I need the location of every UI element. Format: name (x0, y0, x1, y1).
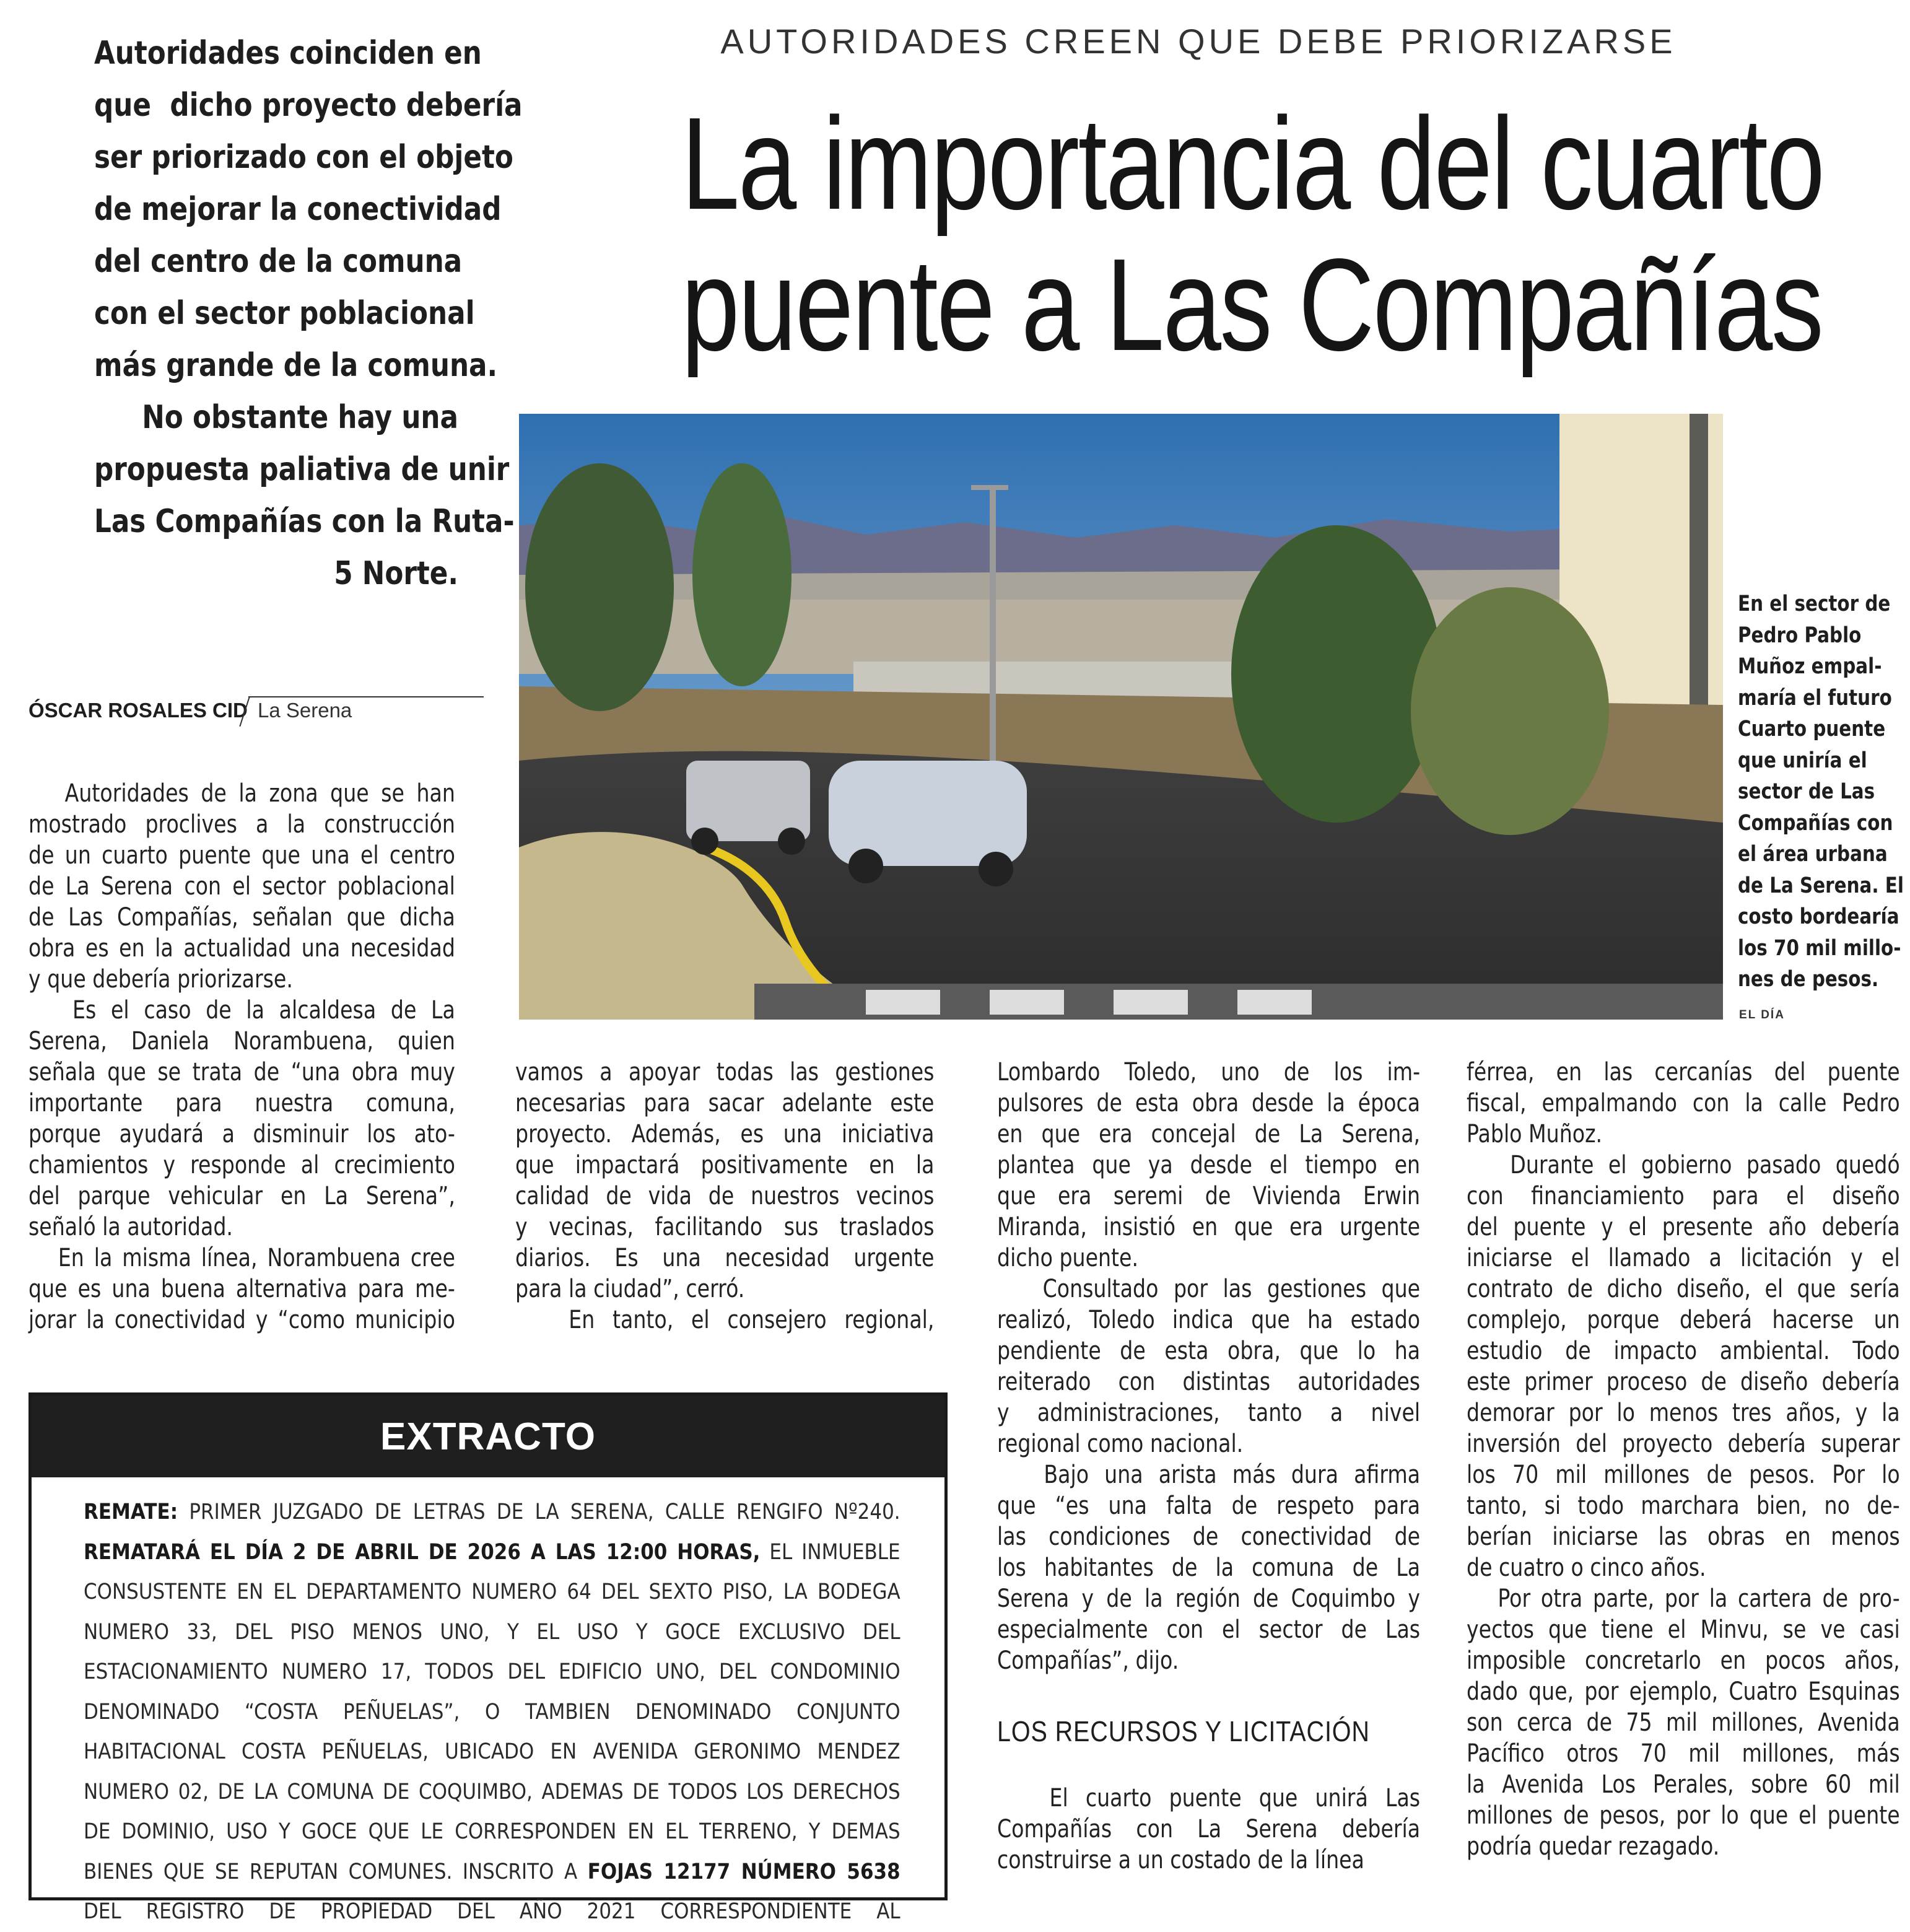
body-line: especialmente con el sector de Las (997, 1615, 1421, 1644)
extracto-line (84, 1732, 900, 1772)
body-line: las condiciones de conectividad de (997, 1523, 1421, 1551)
extracto-bold-text: FOJAS 12177 NÚMERO 5638 (587, 1859, 900, 1884)
body-line: contrato de dicho diseño, el que sería (1467, 1275, 1900, 1303)
body-line: inversión del proyecto debería superar (1467, 1430, 1900, 1458)
lead-line: Las Compañías con la Ruta- (94, 503, 515, 540)
lead-line: con el sector poblacional (94, 295, 475, 332)
body-line: proyecto. Además, es una iniciativa (515, 1120, 935, 1148)
extracto-bold-text: REMATE: (84, 1500, 178, 1524)
body-line: y vecinas, facilitando sus traslados (515, 1213, 935, 1241)
extracto-line (84, 1892, 900, 1932)
extracto-text: DEL REGISTRO DE PROPIEDAD DEL AÑO 2021 CORRESPONDIENTE AL (84, 1899, 900, 1924)
lead-line: que dicho proyecto debería (94, 87, 523, 124)
extracto-line (84, 1572, 900, 1612)
body-line: dicho puente. (997, 1244, 1139, 1272)
body-line: millones de pesos, por lo que el puente (1467, 1801, 1900, 1830)
body-line: Serena y de la región de Coquimbo y (997, 1585, 1421, 1613)
body-line: señaló la autoridad. (28, 1213, 233, 1241)
body-line: que es una buena alternativa para me- (28, 1275, 455, 1303)
body-line: señala que se trata de “una obra muy (28, 1058, 455, 1086)
article-column-3 (997, 1057, 1420, 1676)
lead-line: más grande de la comuna. (94, 347, 498, 384)
article-column-4 (1467, 1057, 1900, 1862)
body-line: En la misma línea, Norambuena cree (28, 1244, 455, 1272)
body-line: en que era concejal de La Serena, (997, 1120, 1421, 1148)
body-line: calidad de vida de nuestros vecinos (515, 1182, 935, 1210)
extracto-text: CONSUSTENTE EN EL DEPARTAMENTO NUMERO 64 DEL SEXTO PISO, LA BODEGA (84, 1580, 900, 1604)
headline (681, 90, 1824, 378)
body-line: mostrado proclives a la construcción (28, 810, 455, 839)
headline-line-2: puente a Las Compañías (681, 231, 1823, 378)
caption-line: costo bordearía (1738, 904, 1899, 929)
body-line: de un cuarto puente que una el centro (28, 841, 455, 870)
lead-line: ser priorizado con el objeto (94, 139, 513, 176)
section-subhead: LOS RECURSOS Y LICITACIÓN (997, 1715, 1370, 1747)
body-line: realizó, Toledo indica que ha estado (997, 1306, 1421, 1334)
body-line: pendiente de esta obra, que lo ha (997, 1337, 1421, 1365)
body-line: los habitantes de la comuna de La (997, 1554, 1421, 1582)
body-line: jorar la conectividad y “como municipio (28, 1306, 455, 1334)
extracto-text: HABITACIONAL COSTA PEÑUELAS, UBICADO EN AVENIDA GERONIMO MENDEZ (84, 1739, 900, 1764)
body-line: férrea, en las cercanías del puente (1467, 1058, 1900, 1086)
caption-line: Pedro Pablo (1738, 623, 1862, 648)
kicker: AUTORIDADES CREEN QUE DEBE PRIORIZARSE (720, 22, 1677, 61)
extracto-text: DE DOMINIO, USO Y GOCE QUE LE CORRESPONDEN EN EL TERRENO, Y DEMAS (84, 1819, 900, 1844)
body-line: de Las Compañías, señalan que dicha (28, 903, 455, 932)
lead-line: No obstante hay una (142, 399, 459, 436)
caption-line: maría el futuro (1738, 685, 1892, 710)
extracto-line (84, 1652, 900, 1692)
body-line: estudio de impacto ambiental. Todo (1467, 1337, 1900, 1365)
article-photo (519, 414, 1723, 1020)
extracto-line (84, 1612, 900, 1653)
extracto-line (84, 1532, 900, 1573)
body-line: y administraciones, tanto a nivel (997, 1399, 1421, 1427)
body-line: berían iniciarse las obras en menos (1467, 1523, 1900, 1551)
body-line: Autoridades de la zona que se han (28, 779, 455, 808)
body-line: Por otra parte, por la cartera de pro- (1467, 1585, 1900, 1613)
byline-rule (248, 696, 484, 697)
extracto-bold-text: REMATARÁ EL DÍA 2 DE ABRIL DE 2026 A LAS 12:00 HORAS, (84, 1539, 761, 1565)
body-line: Pacífico otros 70 mil millones, más (1467, 1739, 1900, 1768)
caption-line: Muñoz empal- (1738, 654, 1882, 679)
lead-line: 5 Norte. (334, 555, 458, 592)
body-line: Consultado por las gestiones que (997, 1275, 1421, 1303)
extracto-text: NUMERO 02, DE LA COMUNA DE COQUIMBO, ADEMAS DE TODOS LOS DERECHOS (84, 1779, 900, 1804)
body-line: regional como nacional. (997, 1430, 1244, 1458)
caption-line: que uniría el (1738, 748, 1867, 773)
extracto-body (84, 1492, 900, 1932)
extracto-notice-box (28, 1392, 948, 1924)
article-column-3-continued (997, 1783, 1420, 1876)
extracto-text: ESTACIONAMIENTO NUMERO 17, TODOS DEL EDIFICIO UNO, DEL CONDOMINIO (84, 1659, 900, 1684)
byline-location: La Serena (258, 699, 352, 722)
body-line: Bajo una arista más dura afirma (997, 1461, 1421, 1489)
body-line: Compañías con La Serena debería (997, 1815, 1421, 1843)
extracto-line (84, 1492, 900, 1532)
photo-credit: EL DÍA (1739, 1008, 1785, 1021)
caption-line: En el sector de (1738, 592, 1891, 616)
body-line: tanto, si todo marchara bien, no de- (1467, 1492, 1900, 1520)
article-column-2 (515, 1057, 934, 1335)
caption-line: los 70 mil millo- (1738, 935, 1901, 961)
body-line: fiscal, empalmando con la calle Pedro (1467, 1089, 1900, 1117)
extracto-header (32, 1396, 944, 1477)
body-line: Durante el gobierno pasado quedó (1467, 1151, 1900, 1179)
caption-line: el área urbana (1738, 842, 1888, 867)
body-line: vamos a apoyar todas las gestiones (515, 1058, 935, 1086)
body-line: de cuatro o cinco años. (1467, 1554, 1706, 1582)
body-line: pulsores de esta obra desde la época (997, 1089, 1421, 1117)
byline-author: ÓSCAR ROSALES CID (28, 699, 248, 722)
photo-caption (1738, 588, 1904, 995)
extracto-line (84, 1812, 900, 1852)
extracto-text: PRIMER JUZGADO DE LETRAS DE LA SERENA, CALLE RENGIFO Nº240. (178, 1500, 900, 1524)
lead-summary (94, 27, 523, 600)
body-line: dado que, por ejemplo, Cuatro Esquinas (1467, 1677, 1900, 1706)
body-line: los 70 mil millones de pesos. Por lo (1467, 1461, 1900, 1489)
body-line: son cerca de 75 mil millones, Avenida (1467, 1708, 1900, 1737)
body-line: que era seremi de Vivienda Erwin (997, 1182, 1421, 1210)
body-line: Serena, Daniela Norambuena, quien (28, 1027, 455, 1056)
body-line: Pablo Muñoz. (1467, 1120, 1603, 1148)
body-line: necesarias para sacar adelante este (515, 1089, 935, 1117)
caption-line: de La Serena. El (1738, 873, 1904, 898)
lead-line: propuesta paliativa de unir (94, 451, 510, 488)
body-line: que impactará positivamente en la (515, 1151, 935, 1179)
body-line: plantea que ya desde el tiempo en (997, 1151, 1421, 1179)
byline (28, 691, 456, 728)
body-line: iniciarse el llamado a licitación y el (1467, 1244, 1900, 1272)
body-line: que “es una falta de respeto para (997, 1492, 1421, 1520)
body-line: y que debería priorizarse. (28, 965, 293, 994)
caption-line: Compañías con (1738, 810, 1893, 836)
extracto-text: BIENES QUE SE REPUTAN COMUNES. INSCRITO A (84, 1859, 588, 1884)
lead-line: Autoridades coinciden en (94, 35, 482, 72)
street-photo-illustration (519, 414, 1723, 1020)
extracto-line (84, 1852, 900, 1892)
body-line: yectos que tiene el Minvu, se ve casi (1467, 1615, 1900, 1644)
body-line: de La Serena con el sector poblacional (28, 872, 455, 901)
lead-line: del centro de la comuna (94, 243, 463, 280)
body-line: del parque vehicular en La Serena”, (28, 1182, 455, 1210)
body-line: Lombardo Toledo, uno de los im- (997, 1058, 1421, 1086)
extracto-text: EL INMUEBLE (760, 1539, 900, 1565)
headline-line-1: La importancia del cuarto (681, 90, 1824, 237)
body-line: para la ciudad”, cerró. (515, 1275, 745, 1303)
body-line: importante para nuestra comuna, (28, 1089, 455, 1117)
body-line: Compañías”, dijo. (997, 1646, 1179, 1675)
body-line: En tanto, el consejero regional, (515, 1306, 935, 1334)
caption-line: Cuarto puente (1738, 717, 1886, 741)
body-line: complejo, porque deberá hacerse un (1467, 1306, 1900, 1334)
body-line: diarios. Es una necesidad urgente (515, 1244, 935, 1272)
lead-line: de mejorar la conectividad (94, 191, 502, 228)
body-line: del puente y el presente año debería (1467, 1213, 1900, 1241)
body-line: obra es en la actualidad una necesidad (28, 934, 455, 963)
extracto-text: DENOMINADO “COSTA PEÑUELAS”, O TAMBIEN DENOMINADO CONJUNTO (84, 1699, 900, 1724)
body-line: reiterado con distintas autoridades (997, 1368, 1421, 1396)
extracto-line (84, 1772, 900, 1812)
caption-line: sector de Las (1738, 779, 1875, 804)
extracto-text: NUMERO 33, DEL PISO MENOS UNO, Y EL USO Y GOCE EXCLUSIVO DEL (84, 1619, 900, 1645)
body-line: chamientos y responde al crecimiento (28, 1151, 455, 1179)
body-line: construirse a un costado de la línea (997, 1846, 1364, 1874)
body-line: este primer proceso de diseño debería (1467, 1368, 1900, 1396)
body-line: con financiamiento para el diseño (1467, 1182, 1900, 1210)
body-line: Es el caso de la alcaldesa de La (28, 996, 455, 1025)
extracto-line (84, 1692, 900, 1733)
article-column-1 (28, 778, 455, 1335)
caption-line: nes de pesos. (1738, 967, 1879, 992)
body-line: imposible concretarlo en pocos años, (1467, 1646, 1900, 1675)
body-line: demorar por lo menos tres años, y la (1467, 1399, 1900, 1427)
body-line: la Avenida Los Perales, sobre 60 mil (1467, 1770, 1900, 1799)
body-line: Miranda, insistió en que era urgente (997, 1213, 1421, 1241)
body-line: porque ayudará a disminuir los ato- (28, 1120, 455, 1148)
extracto-title: EXTRACTO (380, 1415, 596, 1458)
body-line: El cuarto puente que unirá Las (997, 1784, 1421, 1812)
body-line: podría quedar rezagado. (1467, 1832, 1720, 1861)
